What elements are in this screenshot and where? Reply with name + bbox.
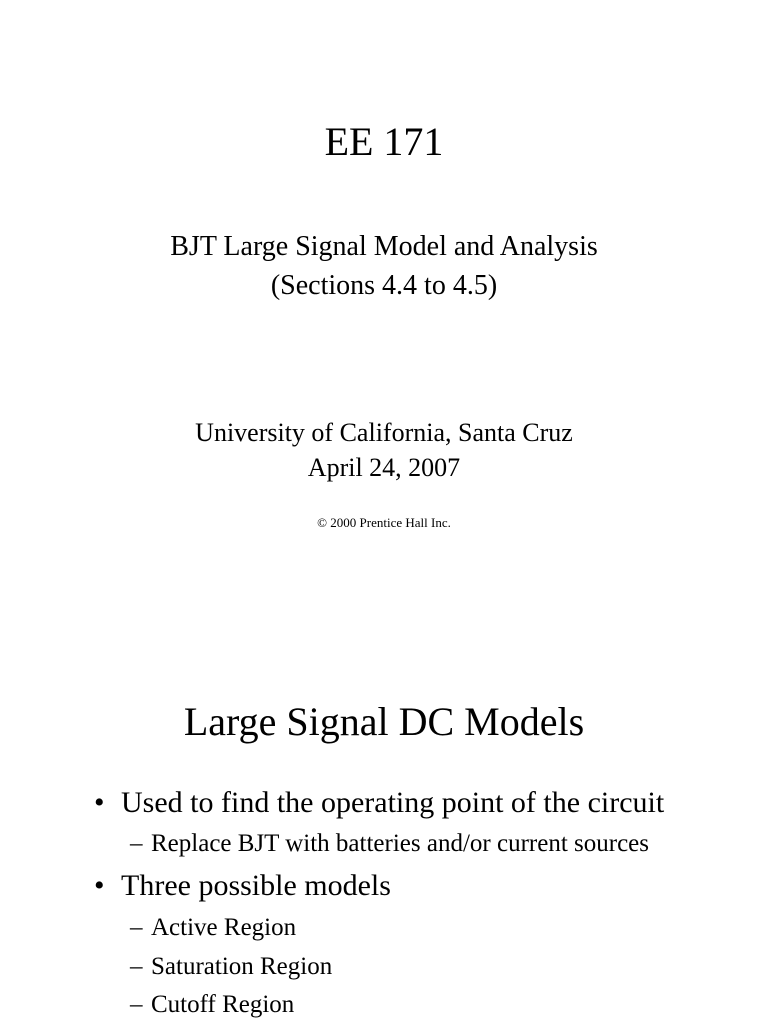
sub-bullet-item — [130, 913, 296, 943]
dash-marker: – — [130, 953, 143, 980]
course-title: EE 171 — [324, 119, 444, 164]
bullet-marker: • — [94, 786, 105, 819]
sub-bullet-text: Cutoff Region — [151, 991, 295, 1018]
sub-bullet-text: Replace BJT with batteries and/or current sources — [151, 830, 649, 857]
institution-name: University of California, Santa Cruz — [195, 418, 573, 447]
bullet-text: Three possible models — [121, 869, 391, 902]
sub-bullet-text: Saturation Region — [151, 953, 333, 980]
bullet-text: Used to find the operating point of the circuit — [121, 786, 665, 819]
dash-marker: – — [130, 991, 143, 1018]
sub-bullet-item — [130, 829, 649, 859]
copyright-notice: © 2000 Prentice Hall Inc. — [317, 515, 451, 530]
dash-marker: – — [130, 914, 143, 941]
lecture-subtitle-line2: (Sections 4.4 to 4.5) — [270, 270, 498, 301]
lecture-date: April 24, 2007 — [307, 453, 461, 482]
sub-bullet-item — [130, 952, 332, 982]
bullet-marker: • — [94, 869, 105, 902]
content-slide — [0, 660, 768, 1024]
bullet-item — [94, 785, 664, 821]
sub-bullet-item — [130, 990, 294, 1020]
sub-bullet-text: Active Region — [151, 914, 297, 941]
bullet-item — [94, 868, 391, 904]
slide-title: Large Signal DC Models — [183, 699, 585, 744]
dash-marker: – — [130, 830, 143, 857]
lecture-subtitle-line1: BJT Large Signal Model and Analysis — [170, 231, 598, 262]
